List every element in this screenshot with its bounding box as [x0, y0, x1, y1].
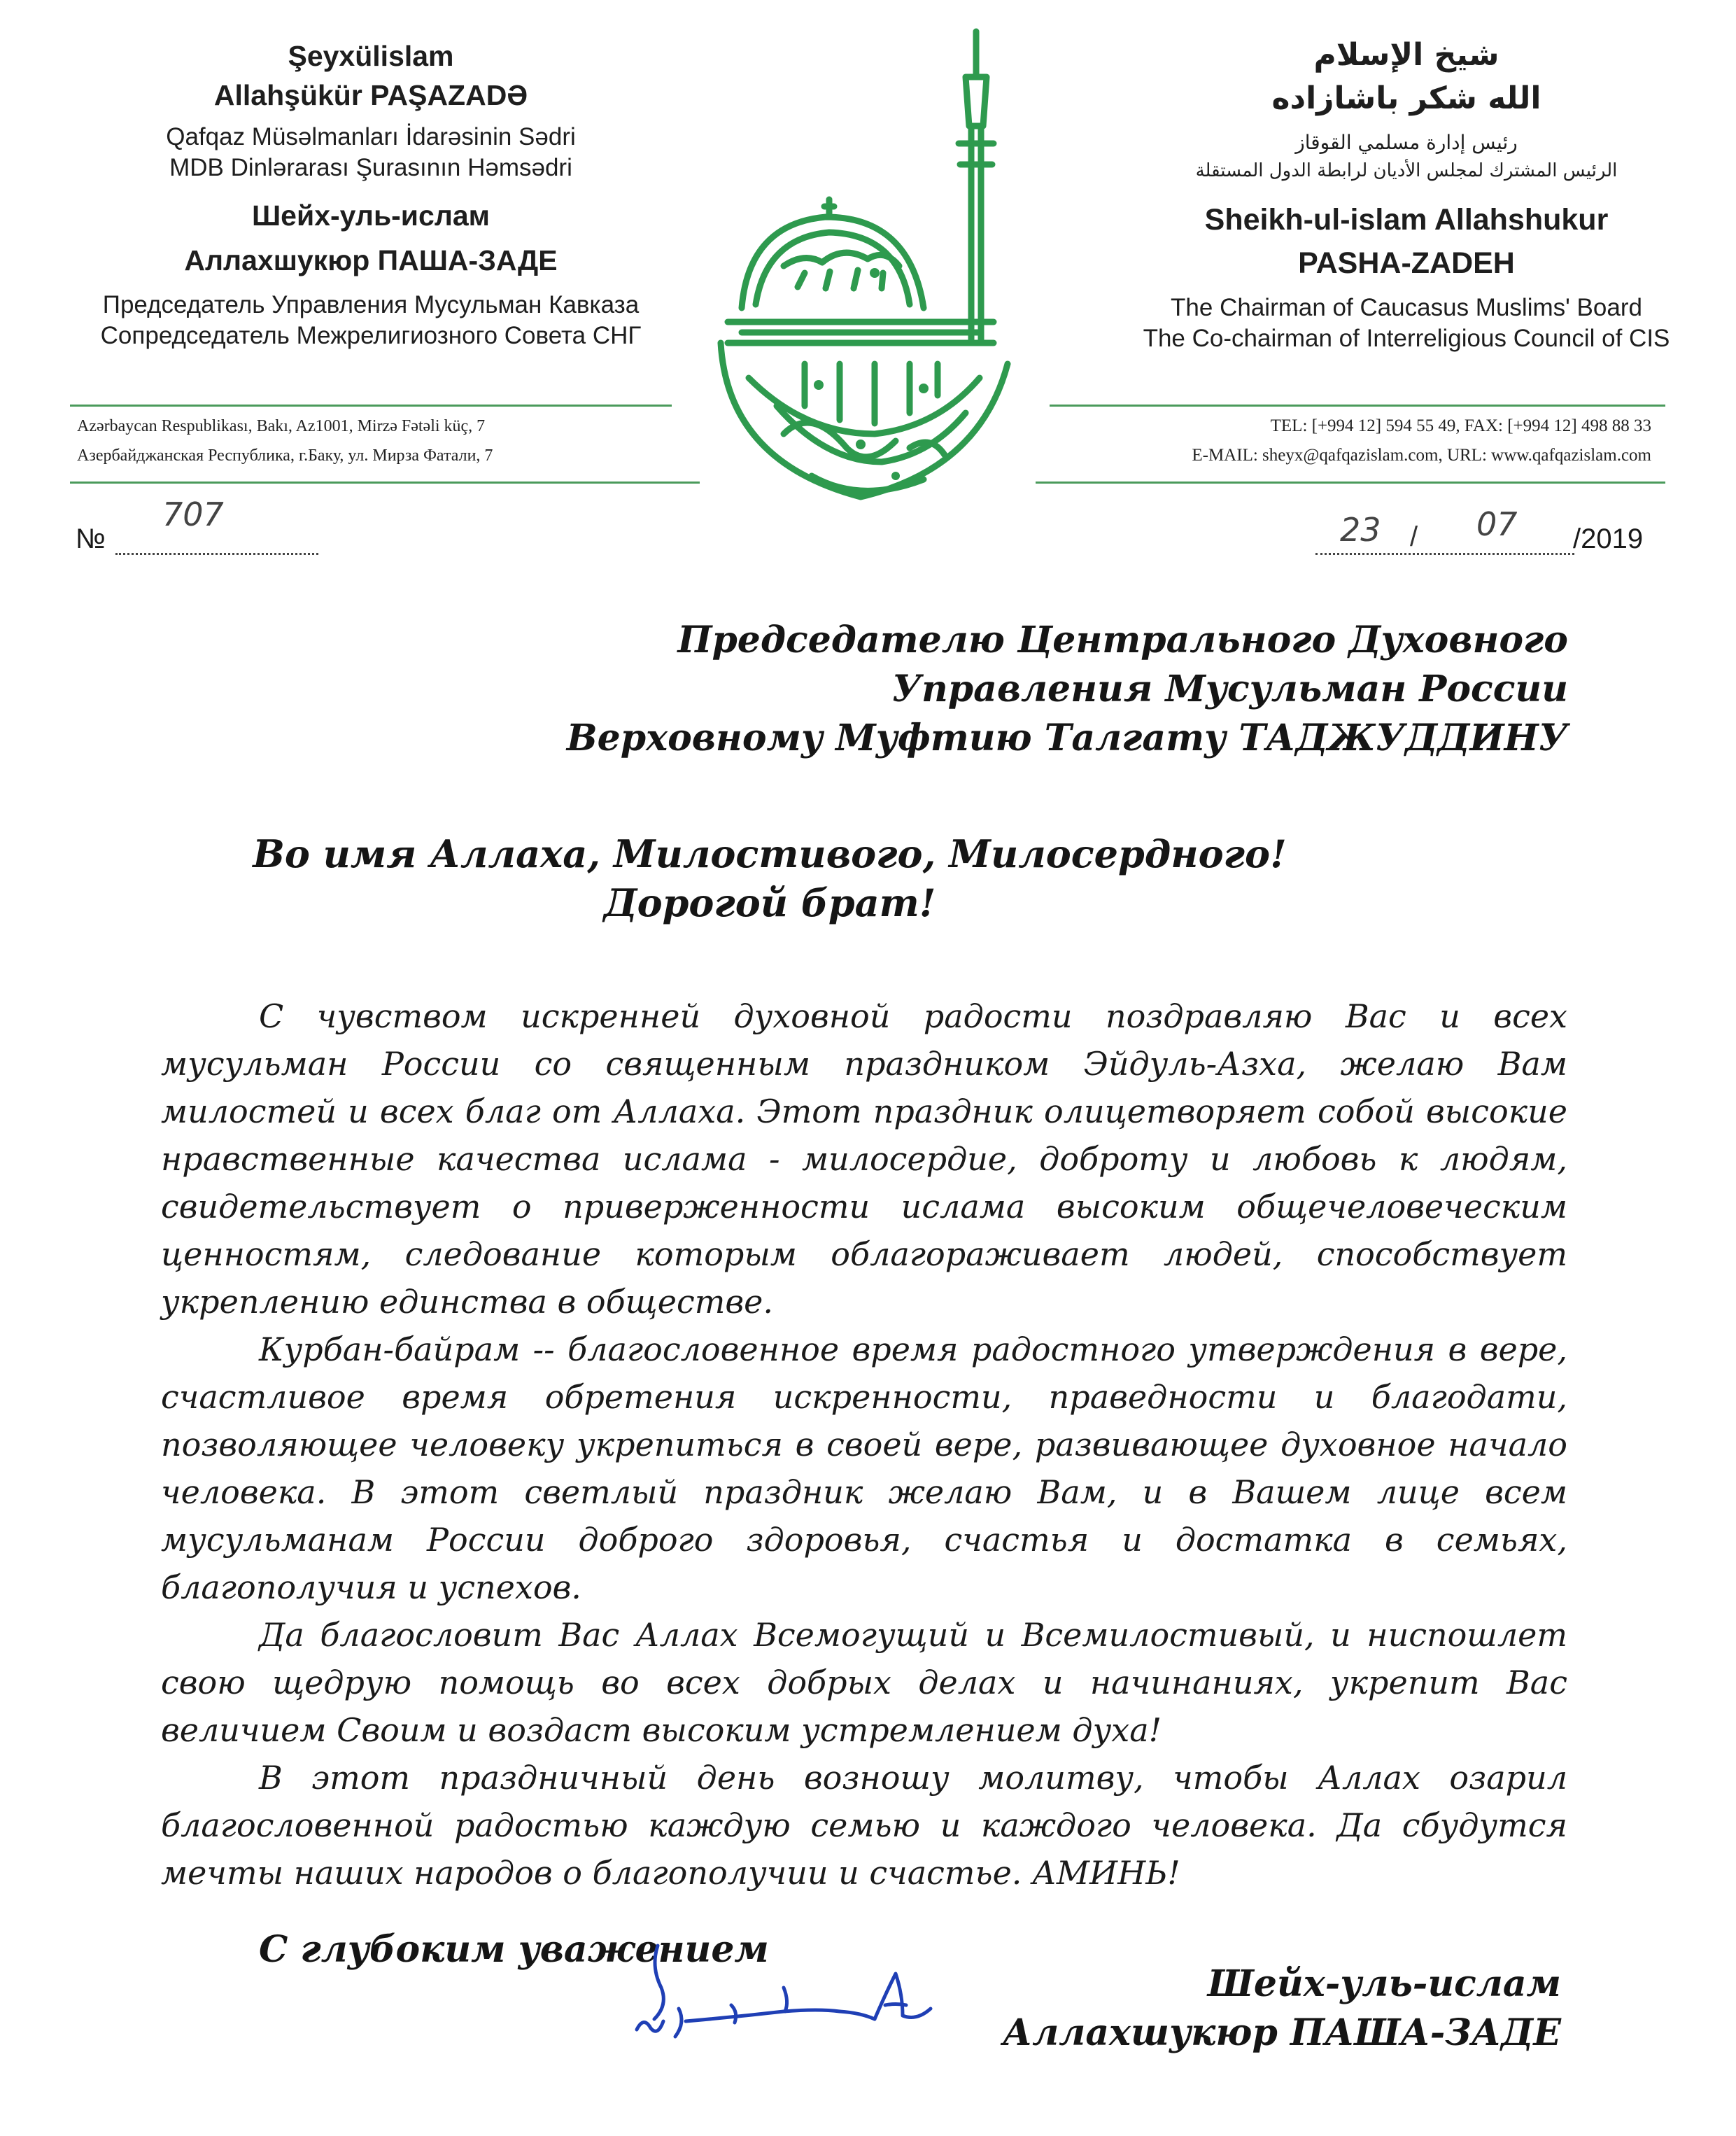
letter-body [161, 992, 1567, 1897]
name-ru: Аллахшукюр ПАША-ЗАДЕ [184, 244, 558, 276]
header-rule-left-top [70, 405, 672, 407]
address-block [77, 412, 651, 470]
position-ru-2: Сопредседатель Межрелигиозного Совета СНГ [100, 322, 642, 349]
salutation-line-1: Во имя Аллаха, Милостивого, Милосердного! [253, 831, 1287, 876]
address-az: Azərbaycan Respublikası, Bakı, Az1001, Mirzə Fətəli küç, 7 [77, 417, 486, 435]
position-en-1: The Chairman of Caucasus Muslims' Board [1171, 294, 1642, 321]
header-left [56, 36, 686, 351]
position-en-2: The Co-chairman of Interreligious Council of CIS [1143, 325, 1670, 352]
contact-block [1064, 412, 1651, 470]
header-rule-right-top [1050, 405, 1665, 407]
addressee [379, 616, 1568, 763]
title-ar: شيخ الإسلام [1313, 37, 1499, 73]
signatory [931, 1960, 1561, 2058]
title-ru: Шейх-уль-ислам [251, 199, 490, 232]
position-ar-2: الرئيس المشترك لمجلس الأديان لرابطة الدول المستقلة [1195, 160, 1618, 181]
date-month: 07 [1476, 505, 1518, 543]
date-separator: / [1410, 521, 1418, 552]
header-rule-left-bottom [70, 482, 700, 484]
paragraph-3: Да благословит Вас Аллах Всемогущий и Всемилостивый, и ниспошлет свою щедрую помощь во всех добрых делах и начинаниях, укрепит Вас величием Своим и воздаст высоким устремлением духа! [161, 1616, 1567, 1749]
number-label: № [76, 524, 106, 554]
date-day: 23 [1340, 511, 1381, 549]
title-az: Şeyxülislam [288, 40, 454, 72]
signatory-title: Шейх-уль-ислам [1207, 1962, 1561, 2005]
position-ar-1: رئيس إدارة مسلمي القوقاز [1295, 131, 1518, 154]
number-value: 707 [162, 496, 224, 533]
date-dotted-line [1315, 553, 1574, 555]
email-url: E-MAIL: sheyx@qafqazislam.com, URL: www.qafqazislam.com [1192, 446, 1651, 465]
addressee-line-2: Управления Мусульман России [891, 668, 1568, 710]
position-az-2: MDB Dinlərarası Şurasının Həmsədri [169, 154, 572, 181]
addressee-line-3: Верховному Муфтию Талгату ТАДЖУДДИНУ [566, 717, 1568, 759]
header-right [1092, 34, 1721, 354]
salutation [210, 829, 1329, 927]
position-ru-1: Председатель Управления Мусульман Кавказа [102, 291, 640, 318]
name-en-1: Sheikh-ul-islam Allahshukur [1204, 203, 1609, 237]
phone-fax: TEL: [+994 12] 594 55 49, FAX: [+994 12] 498 88 33 [1270, 416, 1651, 435]
name-en-2: PASHA-ZADEH [1298, 246, 1515, 280]
addressee-line-1: Председателю Центрального Духовного [677, 619, 1568, 661]
salutation-line-2: Дорогой брат! [603, 880, 936, 925]
closing-regards: С глубоким уважением [259, 1928, 769, 1971]
paragraph-4: В этот праздничный день возношу молитву, чтобы Аллах озарил благословенной радостью каждую семью и каждого человека. Да сбудутся мечты наших народов о благополучии и счастье. АМИНЬ! [161, 1759, 1567, 1892]
paragraph-1: С чувством искренней духовной радости поздравляю Вас и всех мусульман России со священным праздником Эйдуль-Азха, желаю Вам милостей и всех благ от Аллаха. Этот праздник олицетворяет собой высокие нравственные качества ислама - милосердие, доброту и любовь к людям, свидетельствует о приверженности ислама высоким общечеловеческим ценностям, следование которым облагораживает людей, способствует укреплению единства в обществе. [161, 997, 1567, 1321]
number-dotted-line [115, 553, 318, 555]
address-ru: Азербайджанская Республика, г.Баку, ул. Мирза Фатали, 7 [77, 447, 493, 465]
name-az: Allahşükür PAŞAZADƏ [213, 79, 528, 111]
name-ar: الله شكر باشازاده [1271, 80, 1541, 116]
mosque-calligraphy-logo [700, 14, 1036, 511]
signatory-name: Аллахшукюр ПАША-ЗАДЕ [1002, 2011, 1561, 2054]
paragraph-2: Курбан-байрам -- благословенное время радостного утверждения в вере, счастливое время обретения искренности, праведности и благодати, позволяющее человеку укрепиться в своей вере, развивающее духовное начало человека. В этот светлый праздник желаю Вам, и в Вашем лице всем мусульманам России доброго здоровья, счастья и достатка в семьях, благополучия и успехов. [161, 1330, 1567, 1606]
position-az-1: Qafqaz Müsəlmanları İdarəsinin Sədri [166, 123, 576, 150]
header-rule-right-bottom [1036, 482, 1665, 484]
date-year: /2019 [1573, 524, 1644, 554]
